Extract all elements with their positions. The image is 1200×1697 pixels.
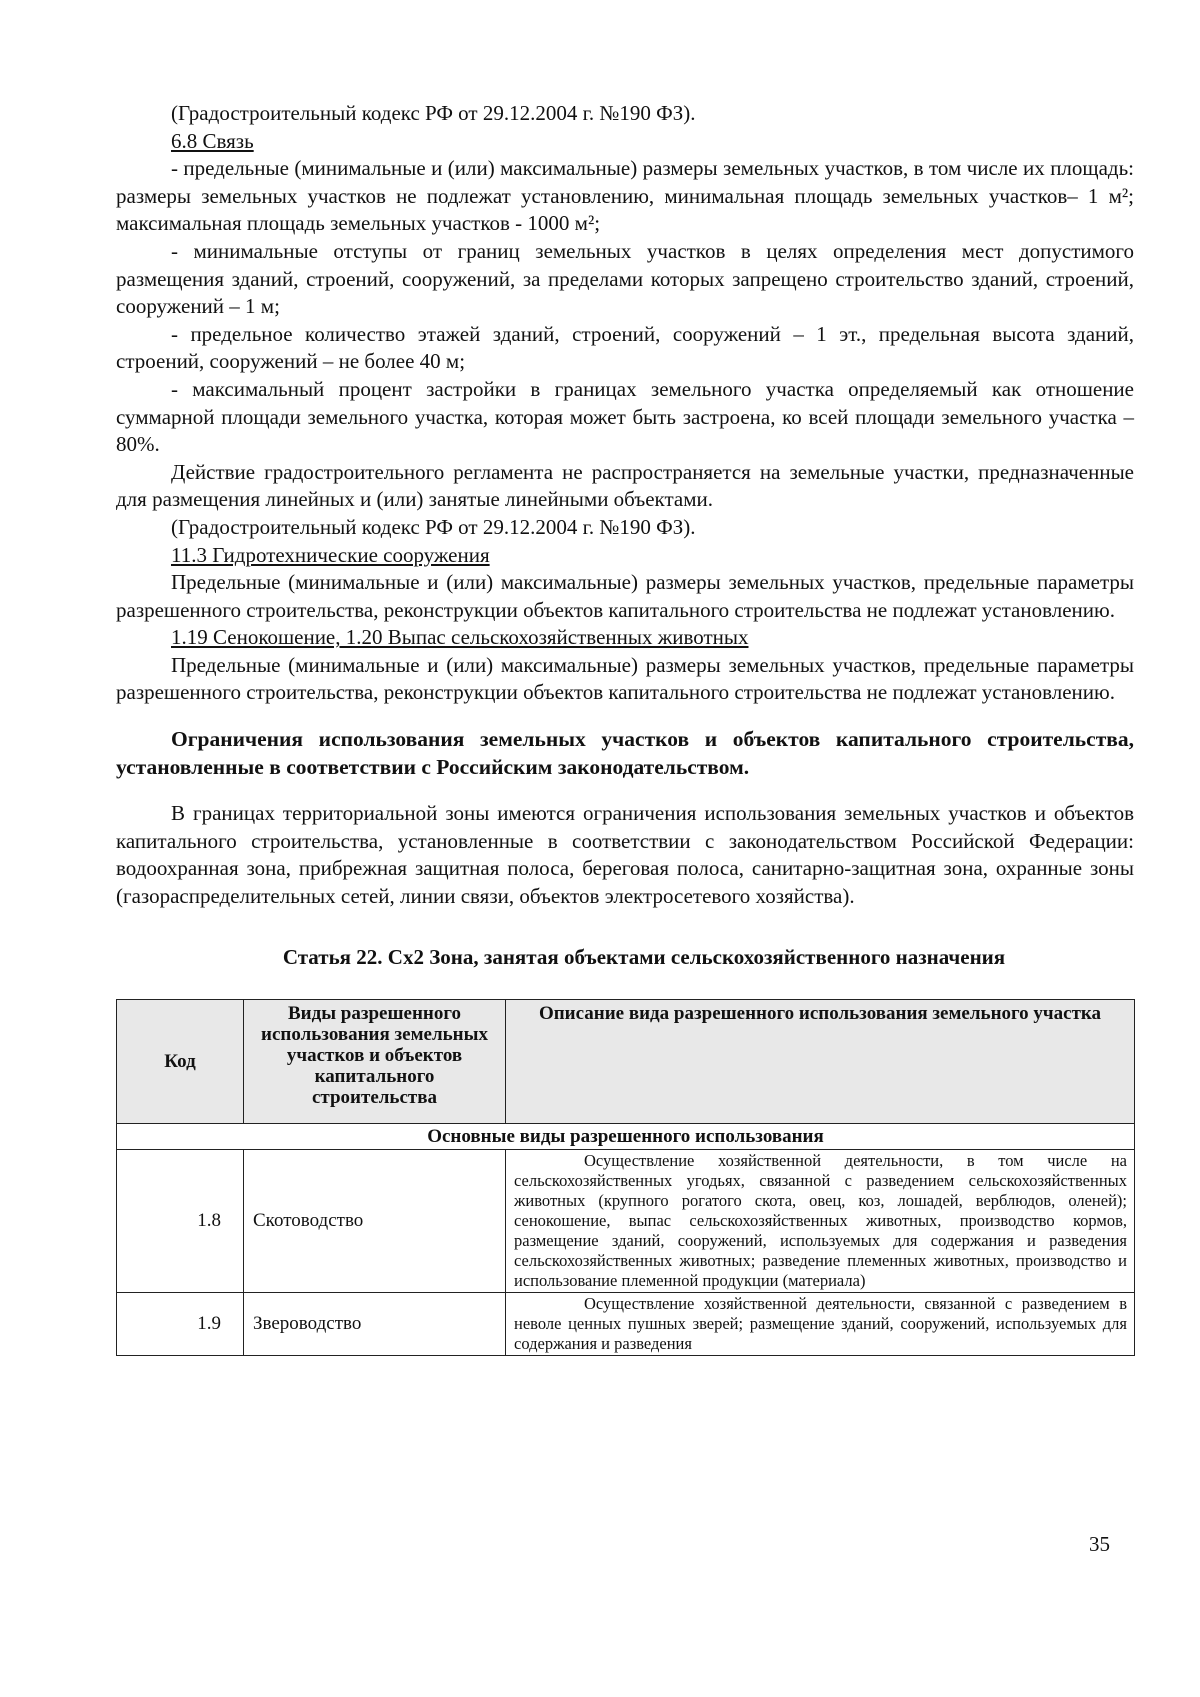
subheading-gidro — [116, 542, 1134, 570]
subheading-senokoshenie-label: 1.19 Сенокошение, 1.20 Выпас сельскохозяйственных животных — [171, 625, 749, 650]
article-title: Статья 22. Сх2 Зона, занятая объектами сельскохозяйственного назначения — [282, 944, 1006, 969]
row-name: Звероводство — [244, 1292, 506, 1355]
document-page — [116, 100, 1134, 1356]
paragraph-regulation: Действие градостроительного регламента не распространяется на земельные участки, предназначенные для размещения линейных и (или) занятые линейными объектами. — [116, 459, 1134, 512]
subheading-senokoshenie — [116, 624, 1134, 652]
subheading-gidro-label: 11.3 Гидротехнические сооружения — [171, 542, 490, 567]
paragraph-setbacks: - минимальные отступы от границ земельных участков в целях определения мест допустимого размещения зданий, строений, сооружений, за пределами которых запрещено строительство зданий, строений, сооружений – 1 м; — [116, 238, 1134, 319]
paragraph-citation: (Градостроительный кодекс РФ от 29.12.2004 г. №190 ФЗ). — [171, 101, 696, 125]
subheading-svyaz-label: 6.8 Связь — [171, 128, 254, 153]
row-code: 1.9 — [117, 1292, 244, 1355]
row-name: Скотоводство — [244, 1149, 506, 1292]
row-description: Осуществление хозяйственной деятельности, в том числе на сельскохозяйственных угодьях, связанной с разведением сельскохозяйственных животных (крупного рогатого скота, овец, коз, лошадей, верблюдов, оленей); сенокошение, выпас сельскохозяйственных животных, производство кормов, размещение зданий, сооружений, используемых для содержания и разведения сельскохозяйственных животных; разведение племенных животных, производство и использование племенной продукции (материала) — [506, 1149, 1135, 1292]
section-main-uses: Основные виды разрешенного использования — [117, 1123, 1135, 1149]
header-description: Описание вида разрешенного использования земельного участка — [506, 999, 1135, 1123]
paragraph-sizes: - предельные (минимальные и (или) максимальные) размеры земельных участков, в том числе их площадь: размеры земельных участков не подлежат установлению, минимальная площадь земельных участков– 1 м²; максимальная площадь земельных участков - 1000 м²; — [116, 156, 1134, 236]
row-description: Осуществление хозяйственной деятельности, связанной с разведением в неволе ценных пушных зверей; размещение зданий, сооружений, используемых для содержания и разведения — [506, 1292, 1135, 1355]
paragraph-floors: - предельное количество этажей зданий, строений, сооружений – 1 эт., предельная высота зданий, строений, сооружений – не более 40 м; — [116, 321, 1134, 374]
paragraph-gidro: Предельные (минимальные и (или) максимальные) размеры земельных участков, предельные параметры разрешенного строительства, реконструкции объектов капитального строительства не подлежат установлению. — [116, 570, 1134, 622]
header-kinds: Виды разрешенного использования земельных участков и объектов капитального строительства — [244, 999, 506, 1123]
land-use-table — [116, 999, 1135, 1356]
table-header-row — [117, 999, 1135, 1123]
paragraph-restrictions: В границах территориальной зоны имеются ограничения использования земельных участков и объектов капитального строительства, установленные в соответствии с законодательством Российской Федерации: водоохранная зона, прибрежная защитная полоса, береговая полоса, санитарно-защитная зона, охранные зоны (газораспределительных сетей, линии связи, объектов электросетевого хозяйства). — [116, 801, 1134, 909]
table-section-row — [117, 1123, 1135, 1149]
page-number: 35 — [1089, 1532, 1110, 1556]
row-code: 1.8 — [117, 1149, 244, 1292]
header-code: Код — [117, 999, 244, 1123]
table-row — [117, 1149, 1135, 1292]
paragraph-build-percent: - максимальный процент застройки в границах земельного участка определяемый как отношение суммарной площади земельного участка, которая может быть застроена, ко всей площади земельного участка – 80%. — [116, 376, 1134, 457]
table-row — [117, 1292, 1135, 1355]
subheading-svyaz — [116, 128, 1134, 156]
section-heading-restrictions: Ограничения использования земельных участков и объектов капитального строительства, установленные в соответствии с Российским законодательством. — [116, 727, 1134, 779]
paragraph-senokoshenie: Предельные (минимальные и (или) максимальные) размеры земельных участков, предельные параметры разрешенного строительства, реконструкции объектов капитального строительства не подлежат установлению. — [116, 652, 1134, 705]
paragraph-citation-2: (Градостроительный кодекс РФ от 29.12.2004 г. №190 ФЗ). — [171, 514, 696, 539]
